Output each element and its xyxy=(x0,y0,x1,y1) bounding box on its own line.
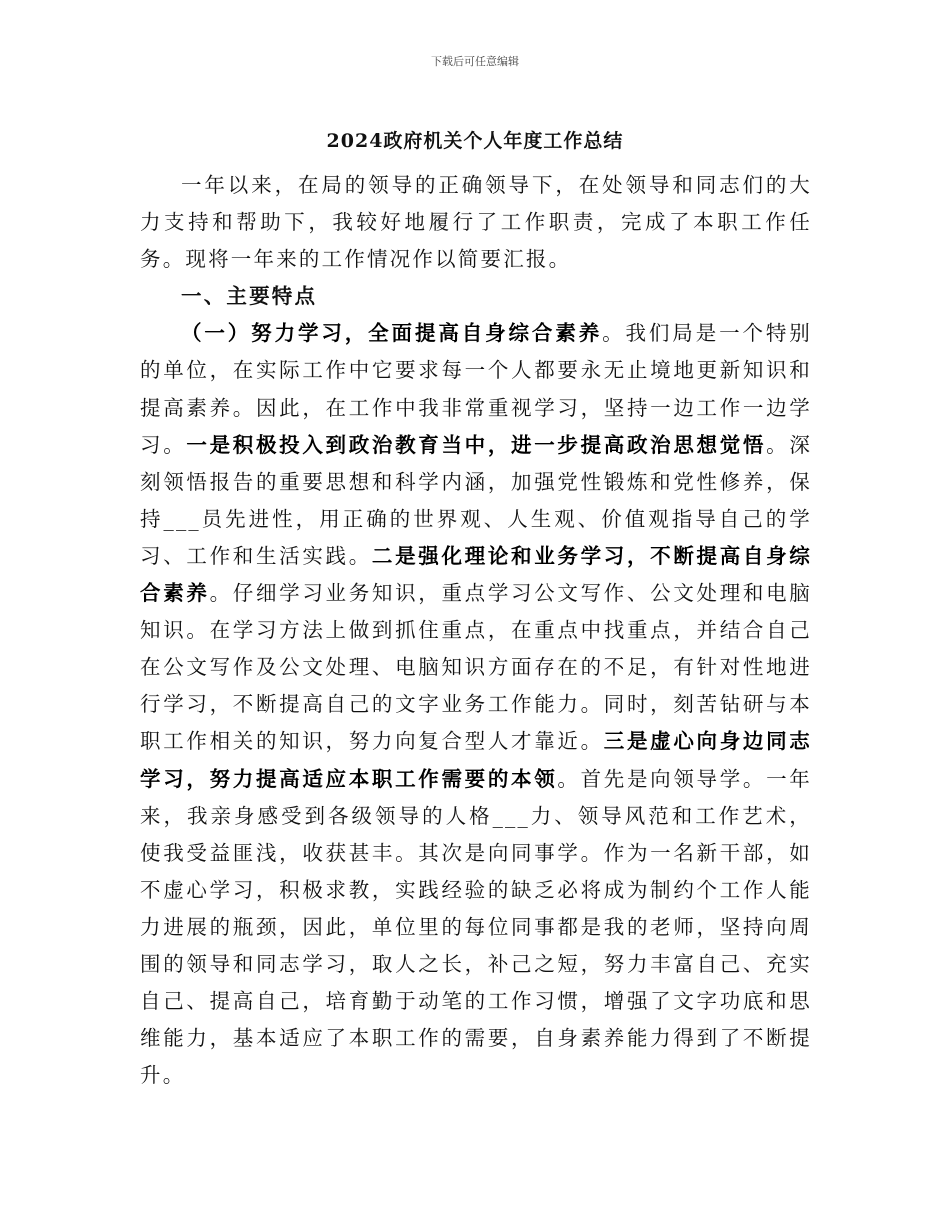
point-three-heading: 三是虚心向身边同志学习，努力提高适应本职工作需要的本领 xyxy=(140,729,812,791)
intro-paragraph: 一年以来，在局的领导的正确领导下，在处领导和同志们的大力支持和帮助下，我较好地履行了工作职责，完成了本职工作任务。现将一年来的工作情况作以简要汇报。 xyxy=(140,173,812,272)
section-heading: 一、主要特点 xyxy=(181,284,318,309)
point-two-heading: 二是强化理论和业务学习，不断提高自身综合素养 xyxy=(140,543,812,606)
document-body xyxy=(140,167,812,1094)
page-header-note: 下载后可任意编辑 xyxy=(431,55,519,68)
paragraph-text-3: 。仔细学习业务知识，重点学习公文写作、公文处理和电脑知识。在学习方法上做到抓住重点，在重点中找重点，并结合自己在公文写作及公文处理、电脑知识方面存在的不足，有针对性地进行学习，不断提高自己的文字业务工作能力。同时，刻苦钻研与本职工作相关的知识，努力向复合型人才靠近。 xyxy=(140,581,812,754)
point-one-heading: 一是积极投入到政治教育当中，进一步提高政治思想觉悟 xyxy=(186,432,767,457)
paragraph-text-2: 。深刻领悟报告的重要思想和科学内涵，加强党性锻炼和党性修养，保持___员先进性，用正确的世界观、人生观、价值观指导自己的学习、工作和生活实践。 xyxy=(140,432,813,568)
document-title: 2024政府机关个人年度工作总结 xyxy=(326,130,624,152)
paragraph-lead-heading: （一）努力学习，全面提高自身综合素养 xyxy=(181,321,603,346)
paragraph-text-1: 。我们局是一个特别的单位，在实际工作中它要求每一个人都要永无止境地更新知识和提高素养。因此，在工作中我非常重视学习，坚持一边工作一边学习。 xyxy=(140,321,812,457)
study-paragraph xyxy=(140,315,812,1094)
paragraph-text-4: 。首先是向领导学。一年来，我亲身感受到各级领导的人格___力、领导风范和工作艺术，使我受益匪浅，收获甚丰。其次是向同事学。作为一名新干部，如不虚心学习，积极求教，实践经验的缺乏必将成为制约个工作人能力进展的瓶颈，因此，单位里的每位同事都是我的老师，坚持向周围的领导和同志学习，取人之长，补己之短，努力丰富自己、充实自己、提高自己，培育勤于动笔的工作习惯，增强了文字功底和思维能力，基本适应了本职工作的需要，自身素养能力得到了不断提升。 xyxy=(140,766,812,1088)
